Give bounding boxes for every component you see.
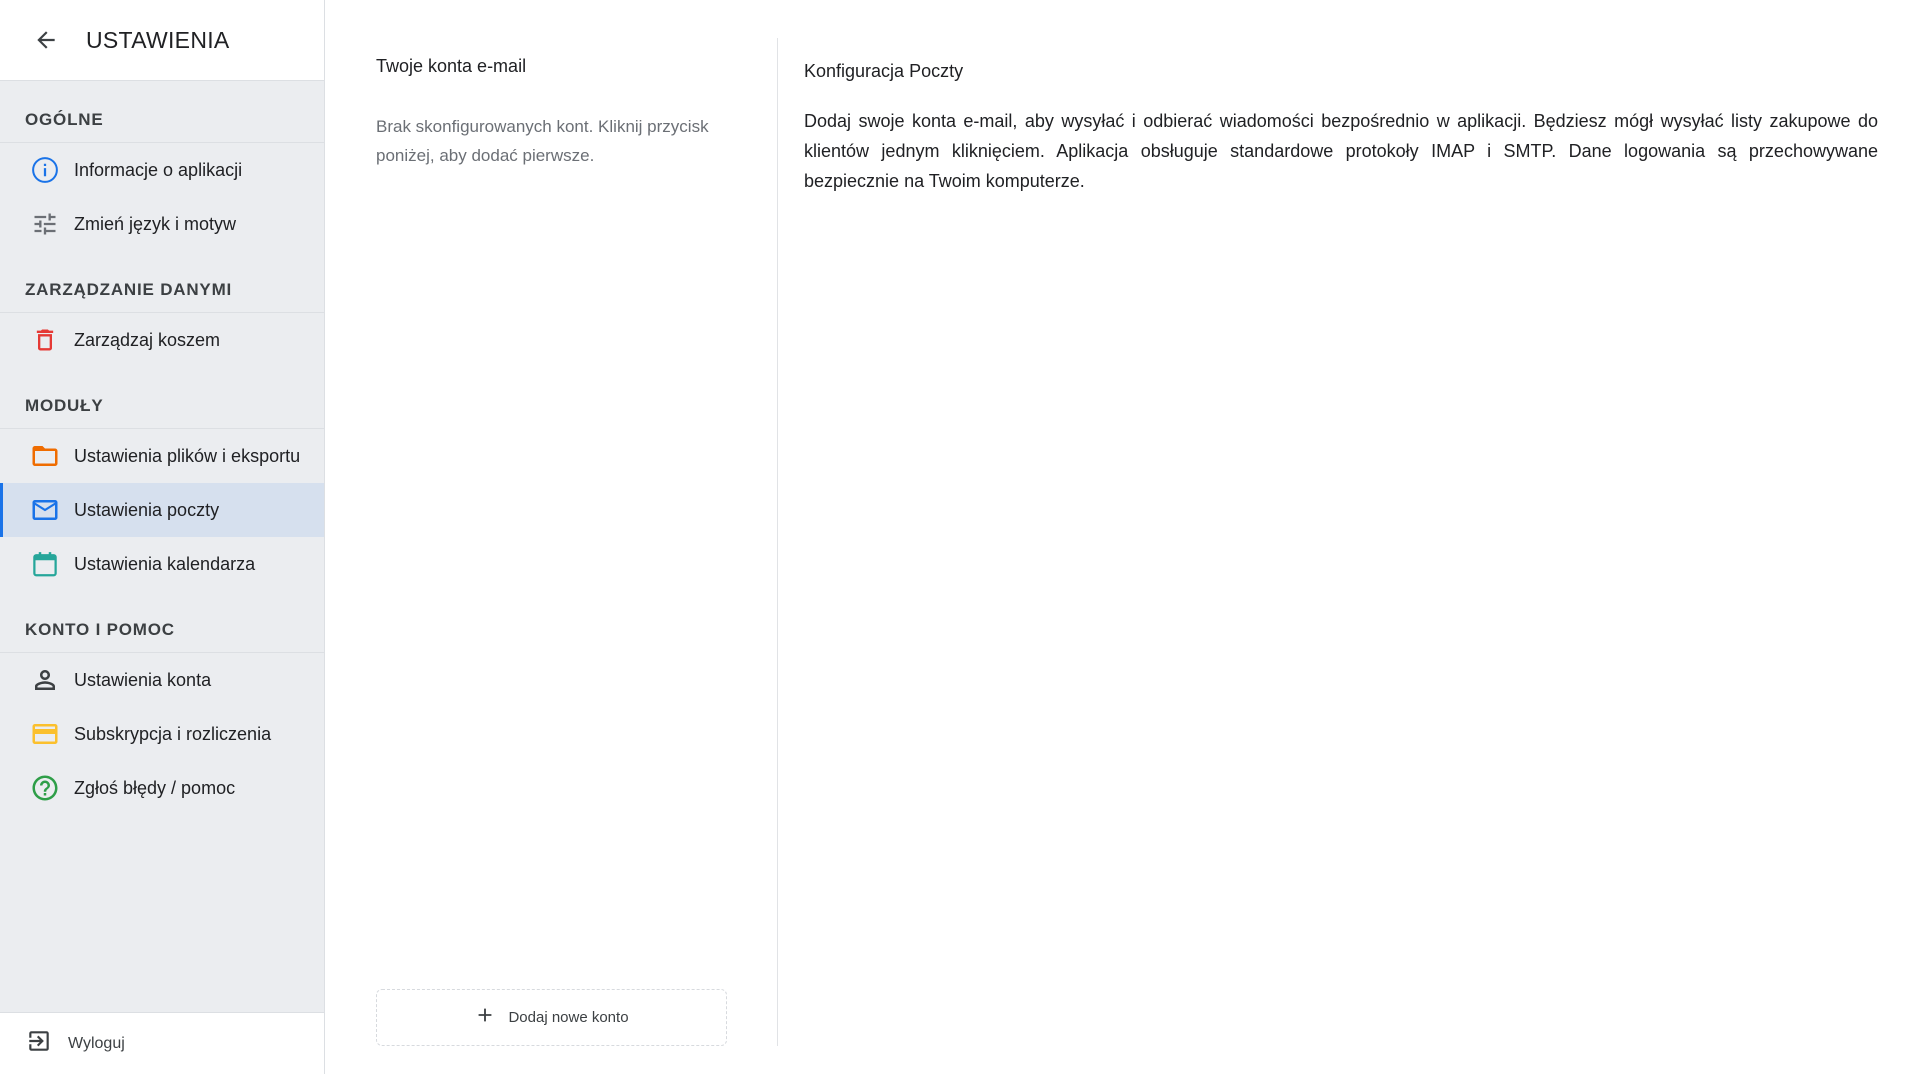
- sidebar-item-label: Zgłoś błędy / pomoc: [74, 777, 236, 798]
- tune-icon: [28, 207, 62, 241]
- sidebar-item-language-theme[interactable]: [0, 197, 324, 251]
- sidebar-item-label: Ustawienia kalendarza: [74, 553, 256, 574]
- sidebar-item-account-settings[interactable]: [0, 653, 324, 707]
- sidebar-item-calendar-settings[interactable]: [0, 537, 324, 591]
- add-account-button[interactable]: [376, 989, 727, 1046]
- mail-icon: [28, 493, 62, 527]
- sidebar-item-mail-settings[interactable]: [0, 483, 324, 537]
- section-title-account-help: KONTO I POMOC: [0, 591, 324, 653]
- settings-title: USTAWIENIA: [86, 26, 230, 53]
- sidebar-item-label: Ustawienia plików i eksportu: [74, 445, 301, 466]
- section-title-general: OGÓLNE: [0, 81, 324, 143]
- column-divider: [777, 38, 778, 1046]
- add-account-label: Dodaj nowe konto: [508, 1009, 629, 1026]
- logout-button[interactable]: [0, 1012, 324, 1074]
- settings-sidebar: [0, 0, 325, 1074]
- sidebar-item-label: Ustawienia poczty: [74, 499, 220, 520]
- sidebar-item-label: Zmień język i motyw: [74, 213, 237, 234]
- info-icon: [28, 153, 62, 187]
- folder-icon: [28, 439, 62, 473]
- back-arrow-icon[interactable]: [30, 24, 62, 56]
- logout-icon: [26, 1028, 52, 1059]
- person-icon: [28, 663, 62, 697]
- sidebar-item-report-help[interactable]: [0, 761, 324, 815]
- sidebar-item-label: Subskrypcja i rozliczenia: [74, 723, 272, 744]
- sidebar-item-label: Informacje o aplikacji: [74, 159, 243, 180]
- sidebar-item-subscription-billing[interactable]: [0, 707, 324, 761]
- email-accounts-panel: [376, 0, 727, 1074]
- mail-config-heading: Konfiguracja Poczty: [804, 61, 964, 81]
- logout-label: Wyloguj: [68, 1034, 125, 1052]
- sidebar-item-app-info[interactable]: [0, 143, 324, 197]
- sidebar-item-label: Zarządzaj koszem: [74, 329, 221, 350]
- sidebar-item-label: Ustawienia konta: [74, 669, 212, 690]
- plus-icon: [474, 1004, 496, 1031]
- help-icon: [28, 771, 62, 805]
- sidebar-item-files-export[interactable]: [0, 429, 324, 483]
- accounts-empty-message: Brak skonfigurowanych kont. Kliknij przycisk poniżej, aby dodać pierwsze.: [376, 117, 709, 165]
- sidebar-item-trash[interactable]: [0, 313, 324, 367]
- mail-config-description: Dodaj swoje konta e-mail, aby wysyłać i odbierać wiadomości bezpośrednio w aplikacji. Będziesz mógł wysyłać listy zakupowe do klientów jednym kliknięciem. Aplikacja obsługuje standardowe protokoły IMAP i SMTP. Dane logowania są przechowywane bezpiecznie na Twoim komputerze.: [804, 111, 1878, 191]
- section-title-modules: MODUŁY: [0, 367, 324, 429]
- section-title-data-management: ZARZĄDZANIE DANYMI: [0, 251, 324, 313]
- sidebar-header: [0, 0, 324, 81]
- credit-card-icon: [28, 717, 62, 751]
- calendar-icon: [28, 547, 62, 581]
- trash-icon: [28, 323, 62, 357]
- accounts-heading: Twoje konta e-mail: [376, 56, 527, 76]
